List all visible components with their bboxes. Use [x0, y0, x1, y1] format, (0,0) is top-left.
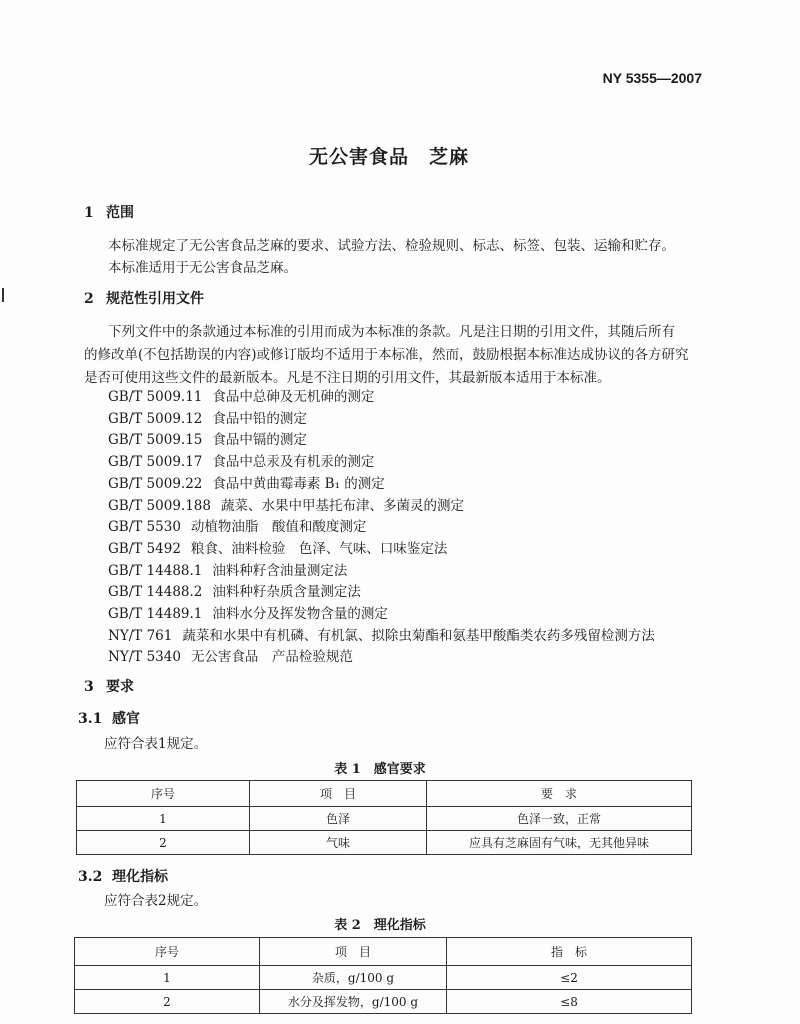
- reference-item: [108, 428, 307, 448]
- reference-title: 食品中总砷及无机砷的测定: [212, 389, 375, 405]
- section-number: 3: [84, 679, 94, 695]
- section-title: 范围: [106, 205, 134, 221]
- reference-code: GB/T 5009.17: [108, 454, 203, 471]
- table-row: [75, 966, 692, 990]
- table-cell: 气味: [250, 831, 427, 855]
- section-number: 3.1: [78, 711, 103, 727]
- reference-code: GB/T 14488.1: [108, 562, 203, 579]
- reference-code: GB/T 5009.15: [108, 432, 203, 449]
- reference-title: 油料水分及挥发物含量的测定: [212, 606, 388, 622]
- margin-mark: [2, 288, 4, 302]
- table-cell: 2: [77, 831, 250, 855]
- normative-paragraph-line-1: 下列文件中的条款通过本标准的引用而成为本标准的条款。凡是注日期的引用文件，其随后所有: [108, 324, 675, 340]
- reference-title: 无公害食品 产品检验规范: [190, 649, 353, 666]
- table-cell: 应具有芝麻固有气味，无其他异味: [427, 831, 692, 855]
- reference-code: GB/T 5009.22: [108, 475, 203, 492]
- header-cell: 要 求: [427, 781, 692, 807]
- header-cell: 指 标: [447, 938, 692, 966]
- reference-code: GB/T 5530: [108, 519, 181, 536]
- table-cell: ≤2: [447, 966, 692, 990]
- reference-item: [108, 494, 464, 514]
- scope-paragraph-2: 本标准适用于无公害食品芝麻。: [108, 260, 297, 276]
- header-cell: 序号: [77, 781, 250, 807]
- reference-code: GB/T 14488.2: [108, 584, 203, 601]
- reference-item: [108, 580, 361, 600]
- normative-paragraph-line-3: 是否可使用这些文件的最新版本。凡是不注日期的引用文件，其最新版本适用于本标准。: [84, 370, 611, 386]
- reference-code: GB/T 5009.11: [108, 389, 203, 405]
- table-2-caption: 表 2 理化指标: [334, 918, 426, 933]
- reference-title: 食品中黄曲霉毒素 B₁ 的测定: [212, 475, 385, 492]
- reference-title: 蔬菜、水果中甲基托布津、多菌灵的测定: [220, 497, 464, 514]
- section-3-1-heading: [78, 708, 140, 728]
- reference-code: GB/T 14489.1: [108, 606, 203, 622]
- reference-item: [108, 602, 388, 622]
- section-number: 3.2: [78, 869, 103, 885]
- standard-number: NY 5355—2007: [602, 70, 702, 86]
- header-cell: 项 目: [250, 781, 427, 807]
- table-row: [77, 807, 692, 831]
- reference-item: [108, 407, 307, 427]
- normative-paragraph-line-2: 的修改单(不包括勘误的内容)或修订版均不适用于本标准，然而，鼓励根据本标准达成协议的各方研究: [84, 347, 689, 363]
- table-cell: 杂质，g/100 g: [260, 966, 447, 990]
- reference-item: [108, 385, 374, 405]
- table-header-row: [75, 938, 692, 966]
- reference-code: GB/T 5009.12: [108, 410, 203, 427]
- reference-item: [108, 515, 366, 535]
- reference-item: [108, 450, 374, 470]
- table-header-row: [77, 781, 692, 807]
- table-cell: 色泽一致，正常: [427, 807, 692, 831]
- table-1: [76, 780, 692, 855]
- section-3-1-text: 应符合表1规定。: [104, 736, 208, 752]
- header-cell: 项 目: [260, 938, 447, 966]
- table-cell: 水分及挥发物，g/100 g: [260, 990, 447, 1014]
- table-1-caption: 表 1 感官要求: [334, 762, 426, 777]
- section-title: 感官: [112, 711, 140, 727]
- table-cell: 色泽: [250, 807, 427, 831]
- table-row: [75, 990, 692, 1014]
- table-cell: 1: [75, 966, 260, 990]
- document-title: 无公害食品 芝麻: [308, 146, 469, 168]
- section-title: 理化指标: [112, 869, 168, 885]
- section-3-2-heading: [78, 866, 168, 886]
- section-3-heading: [84, 676, 134, 696]
- reference-item: [108, 559, 347, 579]
- reference-title: 食品中镉的测定: [212, 432, 307, 449]
- reference-title: 食品中铅的测定: [212, 410, 307, 427]
- reference-item: [108, 645, 353, 665]
- reference-item: [108, 624, 655, 644]
- reference-item: [108, 537, 447, 557]
- table-row: [77, 831, 692, 855]
- reference-code: NY/T 761: [108, 627, 173, 644]
- table-2: [74, 937, 692, 1014]
- section-2-heading: [84, 288, 204, 308]
- reference-title: 粮食、油料检验 色泽、气味、口味鉴定法: [190, 540, 448, 557]
- scope-paragraph-1: 本标准规定了无公害食品芝麻的要求、试验方法、检验规则、标志、标签、包装、运输和贮存。: [108, 238, 675, 254]
- reference-code: GB/T 5492: [108, 540, 181, 557]
- reference-title: 动植物油脂 酸值和酸度测定: [190, 519, 367, 536]
- section-3-2-text: 应符合表2规定。: [104, 893, 208, 909]
- reference-item: [108, 472, 385, 492]
- reference-title: 油料种籽含油量测定法: [212, 562, 348, 579]
- reference-title: 食品中总汞及有机汞的测定: [212, 454, 375, 471]
- reference-code: GB/T 5009.188: [108, 497, 211, 514]
- section-1-heading: [84, 202, 134, 222]
- section-title: 要求: [106, 679, 134, 695]
- table-cell: 2: [75, 990, 260, 1014]
- table-cell: ≤8: [447, 990, 692, 1014]
- header-cell: 序号: [75, 938, 260, 966]
- section-number: 1: [84, 205, 94, 221]
- reference-title: 蔬菜和水果中有机磷、有机氯、拟除虫菊酯和氨基甲酸酯类农药多残留检测方法: [182, 627, 655, 644]
- table-cell: 1: [77, 807, 250, 831]
- reference-code: NY/T 5340: [108, 649, 181, 666]
- reference-title: 油料种籽杂质含量测定法: [212, 584, 361, 601]
- section-number: 2: [84, 291, 94, 307]
- section-title: 规范性引用文件: [106, 291, 204, 307]
